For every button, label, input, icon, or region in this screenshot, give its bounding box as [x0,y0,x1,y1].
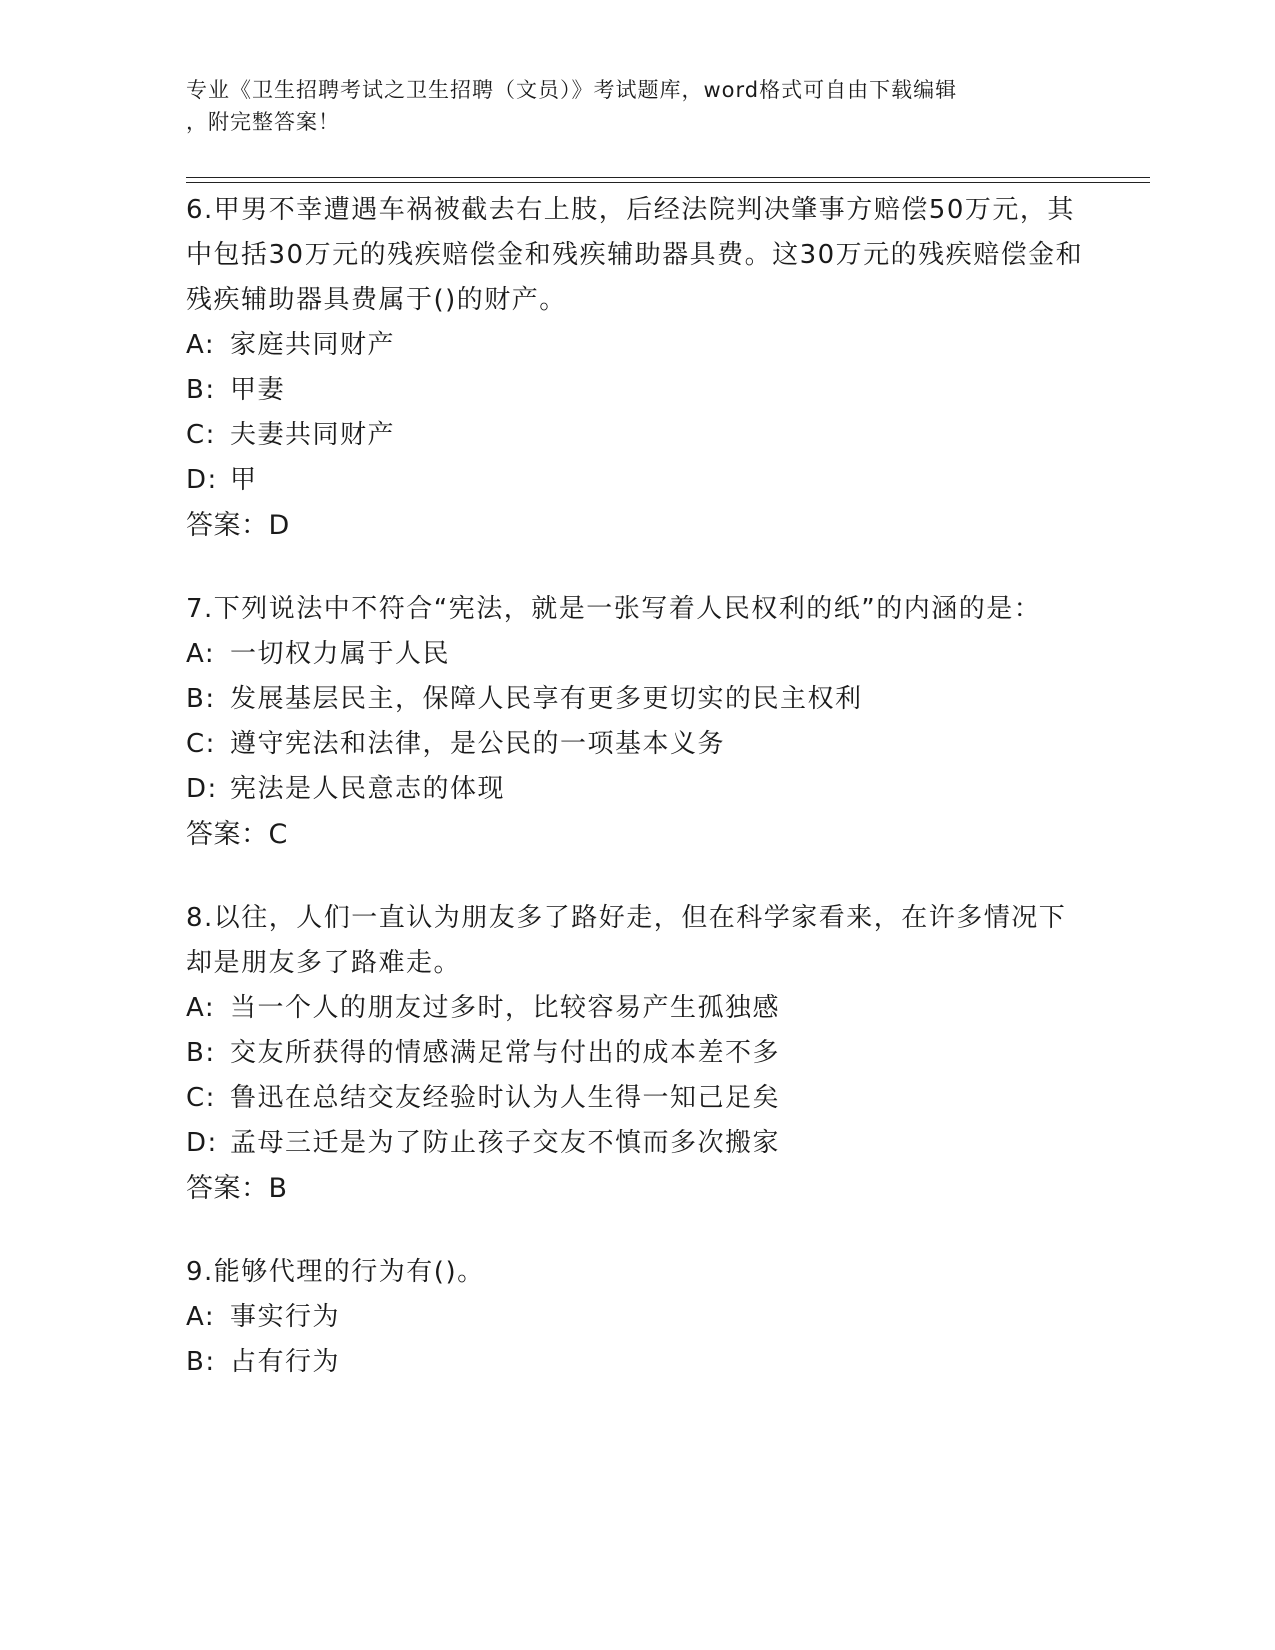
question-stem: 9.能够代理的行为有()。 [186,1257,485,1287]
option-letter: A: [186,993,216,1023]
header-line-1: 专业《卫生招聘考试之卫生招聘（文员）》考试题库，word格式可自由下载编辑 [186,78,958,102]
option-text: 当一个人的朋友过多时，比较容易产生孤独感 [230,993,781,1023]
question-7 [186,587,1086,858]
option-text: 交友所获得的情感满足常与付出的成本差不多 [230,1038,781,1068]
option-letter: D: [186,465,218,495]
option-text: 遵守宪法和法律，是公民的一项基本义务 [230,729,726,759]
option-a [186,323,1086,368]
header-divider-bottom [186,182,1150,183]
option-text: 夫妻共同财产 [230,420,396,450]
question-6 [186,188,1086,549]
question-stem: 7.下列说法中不符合“宪法，就是一张写着人民权利的纸”的内涵的是： [186,594,1042,624]
header-line-2: ，附完整答案！ [186,110,340,134]
option-c [186,413,1086,458]
option-letter: B: [186,375,216,405]
option-b [186,368,1086,413]
option-text: 发展基层民主，保障人民享有更多更切实的民主权利 [230,684,863,714]
question-9 [186,1250,1086,1385]
option-letter: C: [186,729,216,759]
option-text: 甲妻 [230,375,286,405]
option-d [186,767,1086,812]
answer-line: 答案：C [186,819,288,850]
option-c [186,722,1086,767]
option-letter: C: [186,1083,216,1113]
option-b [186,677,1086,722]
option-b [186,1031,1086,1076]
option-text: 孟母三迁是为了防止孩子交友不慎而多次搬家 [230,1128,781,1158]
document-header [186,74,1066,138]
option-a [186,632,1086,677]
option-a [186,986,1086,1031]
option-letter: B: [186,1347,216,1377]
question-list [186,188,1086,1423]
option-b [186,1340,1086,1385]
option-text: 甲 [230,465,258,495]
question-stem: 6.甲男不幸遭遇车祸被截去右上肢，后经法院判决肇事方赔偿50万元，其中包括30万元的残疾赔偿金和残疾辅助器具费。这30万元的残疾赔偿金和残疾辅助器具费属于()的财产。 [186,195,1084,315]
answer-line: 答案：D [186,510,290,541]
option-letter: C: [186,420,216,450]
question-8 [186,896,1086,1212]
option-letter: D: [186,774,218,804]
option-letter: A: [186,330,216,360]
option-letter: A: [186,639,216,669]
option-d [186,458,1086,503]
option-text: 鲁迅在总结交友经验时认为人生得一知己足矣 [230,1083,781,1113]
option-a [186,1295,1086,1340]
answer-line: 答案：B [186,1173,288,1204]
option-c [186,1076,1086,1121]
option-text: 一切权力属于人民 [230,639,451,669]
question-stem: 8.以往，人们一直认为朋友多了路好走，但在科学家看来，在许多情况下却是朋友多了路难走。 [186,903,1067,978]
option-letter: A: [186,1302,216,1332]
option-text: 占有行为 [230,1347,341,1377]
option-text: 家庭共同财产 [230,330,396,360]
option-letter: D: [186,1128,218,1158]
header-divider-top [186,177,1150,178]
option-text: 宪法是人民意志的体现 [230,774,506,804]
option-letter: B: [186,1038,216,1068]
option-text: 事实行为 [230,1302,341,1332]
option-d [186,1121,1086,1166]
option-letter: B: [186,684,216,714]
